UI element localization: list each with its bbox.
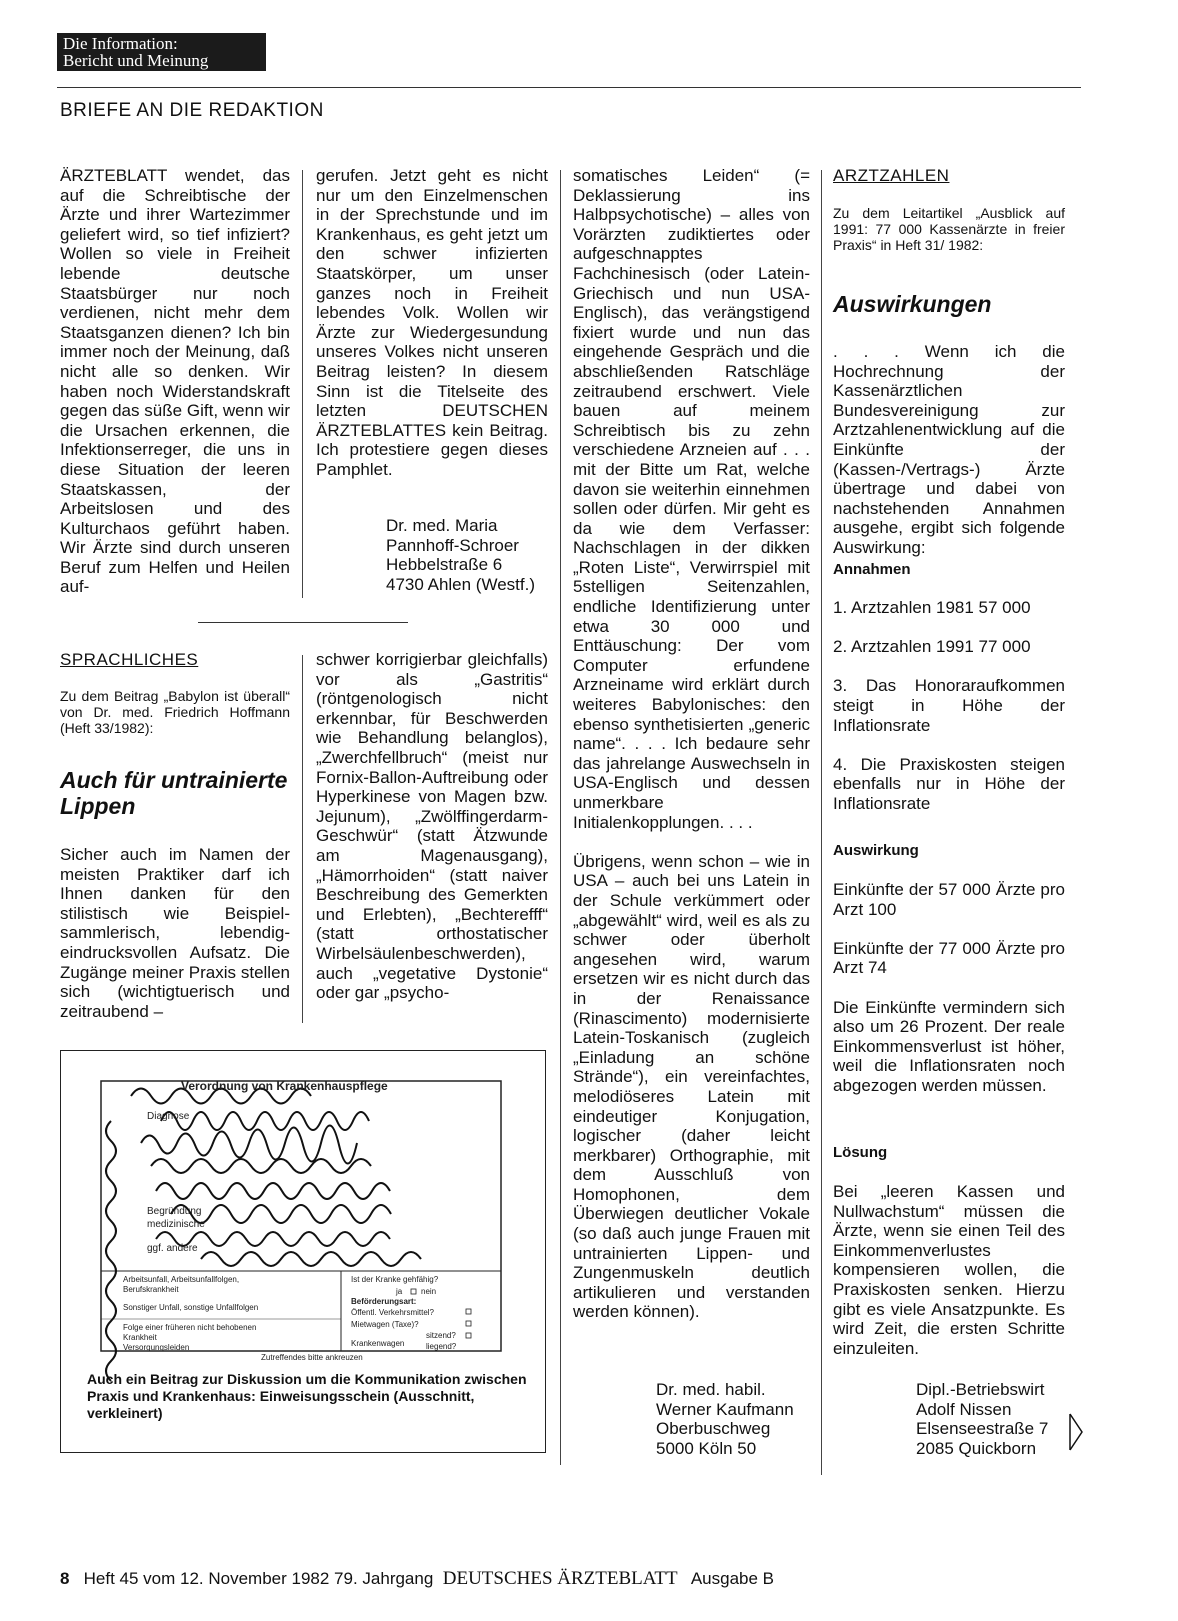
rubric-line-1: Die Information:: [63, 34, 178, 53]
letter-column-2: [316, 166, 548, 480]
signature-kaufmann: [656, 1380, 794, 1458]
form-label: Mietwagen (Taxe)?: [351, 1320, 419, 1329]
sprachliches-body-2: [316, 650, 548, 1003]
form-label-diagnose: Diagnose: [147, 1111, 190, 1122]
sprachliches-text-2: schwer korrigierbar gleichfalls) vor als „Gastritis“ (röntgenologisch nicht erkennbar, für Beschwerden wie Behandlung belanglos), „Zwerchfellbruch“ (meist nur Fornix-Ballon-Auftreibung oder Hyperkinese von Magen bzw. Jejunum), „Zwölffingerdarm-Geschwür“ (statt Ätzwunde am Magenausgang), „Hämorrhoiden“ (statt naiver Beschreibung des Gemerkten und Erlebten), „Bechterefff“ (statt orthostatischer Wirbelsäulenbeschwerden), auch „vegetative Dystonie“ oder gar „psycho-: [316, 650, 548, 1003]
signature-line: Hebbelstraße 6: [386, 555, 503, 575]
signature-pannhoff: [386, 516, 535, 594]
column-divider-3: [560, 170, 561, 1465]
form-label: Krankenwagen: [351, 1339, 405, 1348]
auswirkung-item: Einkünfte der 77 000 Ärzte pro Arzt 74: [833, 938, 1065, 978]
column-divider-2: [302, 655, 303, 1023]
form-label-medizinische: medizinische: [147, 1219, 205, 1230]
form-label: liegend?: [426, 1342, 457, 1351]
signature-line: Werner Kaufmann: [656, 1399, 794, 1419]
form-label: Beförderungsart:: [351, 1297, 417, 1306]
annahme-item: 2. Arztzahlen 1991 77 000: [833, 637, 1031, 657]
auswirkung-heading: Auswirkung: [833, 842, 919, 859]
continue-arrow-icon: [1068, 1412, 1084, 1452]
column-divider-1: [302, 170, 303, 598]
rubric-label: [57, 33, 266, 71]
letter-text-part-2: gerufen. Jetzt geht es nicht nur um den Einzelmenschen in der Sprechstunde und im Krankenhaus, es geht jetzt um den schwer infizierten Staatskörper, um unser ganzes noch in Freiheit lebendes Volk. Wollen wir Ärzte zur Wiedergesundung unseres Volkes nicht unseren Beitrag leisten? In diesem Sinn ist die Titelseite des letzten DEUTSCHEN ÄRZTEBLATTES kein Beitrag. Ich protestiere gegen dieses Pamphlet.: [316, 166, 548, 479]
signature-line: 4730 Ahlen (Westf.): [386, 574, 535, 594]
auswirkung-item: Die Einkünfte vermindern sich also um 26 Prozent. Der reale Einkommensverlust ist höher, weil die Inflationsraten noch abgezogen werden müssen.: [833, 997, 1065, 1095]
col3-paragraph-2: Übrigens, wenn schon – wie in USA – auch bei uns Latein in der Schule verkümmert oder „abgewählt“ wird, weil es als zu schwer oder überholt angesehen wird, warum ersetzen wir es nicht durch das in der Renaissance (Rinascimento) modernisierte Latein-Toskanisch (zugleich „Einladung an schöne Strände“), ein vereinfachtes, melodiöseres Latein mit eindeutiger Konjugation, logischer (daher leicht merkbarer) Orthographie, mit dem Ausschluß von Homophonen, dem Überwiegen deutlicher Vokale (so daß auch junge Frauen mit untrainierten Lippen- und Zungenmuskeln deutlich artikulieren und verstanden werden können).: [573, 851, 810, 1322]
annahmen-list: [833, 598, 1065, 814]
form-label-begruendung: Begründung: [147, 1206, 202, 1217]
form-label: Folge einer früheren nicht behobenen: [123, 1323, 257, 1332]
annahmen-heading: Annahmen: [833, 561, 911, 578]
arztzahlen-body: [833, 342, 1065, 558]
annahme-item: 4. Die Praxiskosten steigen ebenfalls nur in Höhe der Inflationsrate: [833, 754, 1065, 813]
auswirkung-list: [833, 880, 1065, 1096]
rubric-line-2: Bericht und Meinung: [63, 51, 209, 70]
signature-line: Elsenseestraße 7: [916, 1419, 1049, 1439]
page-number: 8: [60, 1569, 70, 1588]
form-title: Verordnung von Krankenhauspflege: [181, 1079, 388, 1093]
signature-line: Oberbuschweg: [656, 1419, 771, 1439]
form-label: Sonstiger Unfall, sonstige Unfallfolgen: [123, 1303, 259, 1312]
form-label: nein: [421, 1287, 437, 1296]
signature-line: Dipl.-Betriebswirt: [916, 1380, 1045, 1399]
sprachliches-heading: SPRACHLICHES: [60, 650, 199, 669]
sprachliches-headline: Auch für untrainierte Lippen: [60, 767, 288, 819]
letter-column-1: [60, 166, 290, 597]
header-rule: [57, 87, 1081, 88]
page-footer: [60, 1568, 774, 1590]
column-divider-4: [821, 170, 822, 1475]
loesung-paragraph: Bei „leeren Kassen und Nullwachstum“ müssen die Ärzte, wenn sie einen Teil des Einkommenverlustes kompensieren wollen, die Praxiskosten senken. Hierzu gibt es viele Ansatzpunkte. Es wird Zeit, die ersten Schritte einzuleiten.: [833, 1182, 1065, 1358]
form-label: Zutreffendes bitte ankreuzen: [261, 1353, 363, 1362]
figure-einweisungsschein: [60, 1050, 546, 1453]
form-label: Berufskrankheit: [123, 1285, 179, 1294]
sprachliches-body-1: [60, 845, 290, 1021]
signature-line: Dr. med. Maria: [386, 516, 498, 535]
col3-paragraph-1: somatisches Leiden“ (= Deklassierung ins Halbpsychotische) – alles von Vorärzten zudiktiertes oder aufgeschnapptes Fachchinesisch (oder Latein-Griechisch und nun USA-Englisch), das verängstigend fixiert wurde und nun das eingehende Gespräch und die abschließenden Ratschläge zeitraubend erschwert. Viele bauen auf meinem Schreibtisch bis zu zehn verschiedene Arzneien auf . . . mit der Bitte um Rat, welche davon sie weiterhin einnehmen sollen oder dürfen. Mir geht es da wie dem Verfasser: Nachschlagen in der dikken „Roten Liste“, Verwirrspiel mit 5stelligen Seitenzahlen, endliche Identifizierung unter etwa 30 000 und Enttäuschung: Der vom Computer erfundene Arzneiname wird erklärt durch weiteres Babylonisches: den ebenso synthetisierten „generic name“. . . . Ich bedaure sehr das jahrelange Auswechseln in USA-Englisch und dessen unmerkbare Initialenkopplungen. . . .: [573, 166, 810, 832]
loesung-heading: Lösung: [833, 1144, 888, 1161]
arztzahlen-intro: Zu dem Leitartikel „Ausblick auf 1991: 77 000 Kassenärzte in freier Praxis“ in Heft 31/ 1982:: [833, 205, 1065, 253]
section-separator: [198, 622, 408, 623]
sprachliches-intro: Zu dem Beitrag „Babylon ist überall“ von Dr. med. Friedrich Hoffmann (Heft 33/1982):: [60, 688, 290, 736]
arztzahlen-heading: ARZTZAHLEN: [833, 166, 950, 185]
letter-text-part-1: ÄRZTEBLATT wendet, das auf die Schreibtische der Ärzte und ihrer Wartezimmer geliefert wird, so tief infiziert? Wollen so viele in Freiheit lebende deutsche Staatsbürger nur noch verdienen, nicht mehr dem Staatsganzen dienen? Ich bin immer noch der Meinung, daß nicht alle so denken. Wir haben noch Widerstandskraft gegen das süße Gift, wenn wir die Ursachen erkennen, die Infektionserreger, die uns in diese Situation der leeren Staatskassen, der Arbeitslosen und des Kulturchaos geführt haben. Wir Ärzte sind durch unseren Beruf zum Helfen und Heilen auf-: [60, 166, 290, 597]
signature-nissen: [916, 1380, 1048, 1458]
annahme-item: 3. Das Honoraraufkommen steigt in Höhe der Inflationsrate: [833, 676, 1065, 735]
letter-column-3: [573, 166, 810, 1322]
sprachliches-text-1: Sicher auch im Namen der meisten Praktiker darf ich Ihnen danken für den stilistisch wie Beispiel-sammlerisch, lebendig-eindrucksvollen Aufsatz. Die Zugänge meiner Praxis stellen sich (wichtigtuerisch und zeitraubend –: [60, 845, 290, 1021]
signature-line: Dr. med. habil.: [656, 1380, 766, 1399]
signature-line: Adolf Nissen: [916, 1399, 1012, 1419]
annahme-item: 1. Arztzahlen 1981 57 000: [833, 598, 1031, 617]
form-label: Krankheit: [123, 1333, 157, 1342]
edition-label: Ausgabe B: [690, 1569, 775, 1588]
form-label: ja: [396, 1287, 403, 1296]
signature-line: 2085 Quickborn: [916, 1438, 1037, 1458]
signature-line: Pannhoff-Schroer: [386, 535, 519, 555]
signature-line: 5000 Köln 50: [656, 1438, 757, 1458]
form-label: Arbeitsunfall, Arbeitsunfallfolgen,: [123, 1275, 240, 1284]
form-label: Öffentl. Verkehrsmittel?: [351, 1308, 434, 1317]
form-label: sitzend?: [426, 1331, 456, 1340]
auswirkung-item: Einkünfte der 57 000 Ärzte pro Arzt 100: [833, 880, 1065, 919]
arztzahlen-headline: Auswirkungen: [833, 291, 992, 317]
issue-info: Heft 45 vom 12. November 1982 79. Jahrgang: [83, 1569, 434, 1588]
loesung-body: [833, 1182, 1065, 1358]
section-title: BRIEFE AN DIE REDAKTION: [60, 100, 324, 121]
form-label: Versorgungsleiden: [123, 1343, 190, 1352]
figure-caption: Auch ein Beitrag zur Diskussion um die Kommunikation zwischen Praxis und Krankenhaus: Einweisungsschein (Ausschnitt, verkleinert): [87, 1371, 527, 1421]
journal-name: DEUTSCHES ÄRZTEBLATT: [442, 1568, 678, 1589]
form-label: Ist der Kranke gehfähig?: [351, 1275, 439, 1284]
form-label-andere: ggf. andere: [147, 1243, 198, 1254]
arztzahlen-paragraph: . . . Wenn ich die Hochrechnung der Kassenärztlichen Bundesvereinigung zur Arztzahlenentwicklung auf die Einkünfte der (Kassen-/Vertrags-) Ärzte übertrage und dabei von nachstehenden Annahmen ausgehe, ergibt sich folgende Auswirkung:: [833, 342, 1065, 557]
